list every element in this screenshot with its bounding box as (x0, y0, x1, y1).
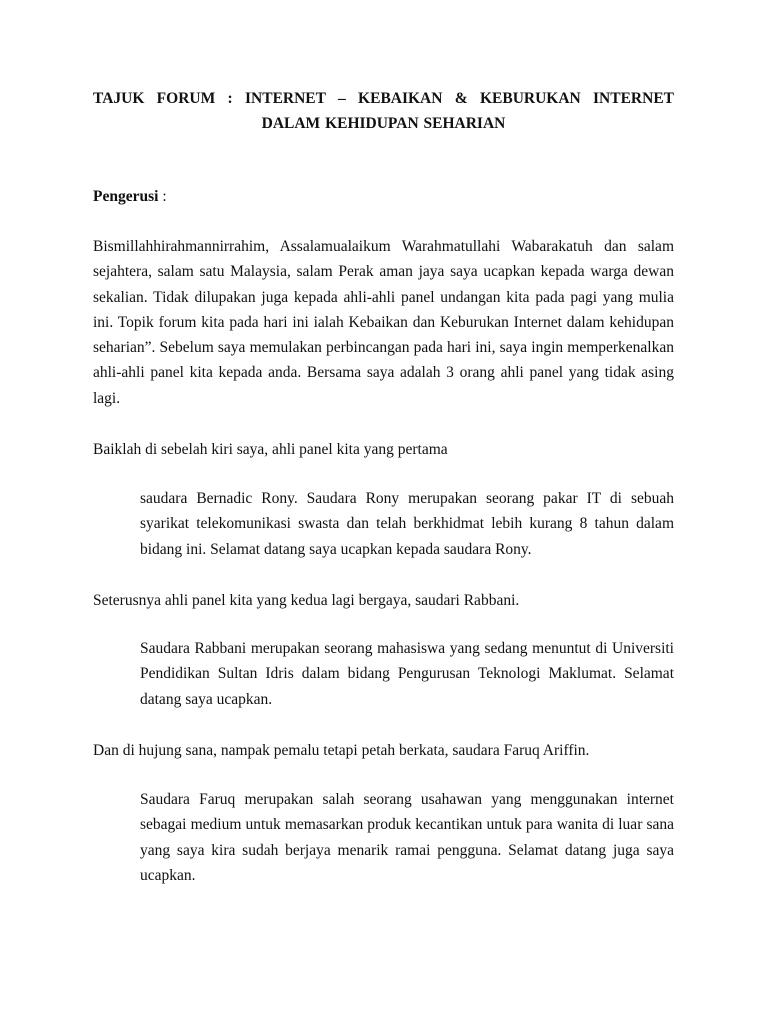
chairperson-colon: : (158, 188, 167, 205)
second-panelist-intro: Seterusnya ahli panel kita yang kedua lagi bergaya, saudari Rabbani. (93, 592, 520, 609)
forum-title (93, 86, 674, 136)
third-panelist-description: Saudara Faruq merupakan salah seorang usahawan yang menggunakan internet sebagai medium untuk memasarkan produk kecantikan untuk para wanita di luar sana yang saya kira sudah berjaya menarik ramai pengguna. Selamat datang juga saya ucapkan. (140, 791, 674, 884)
opening-paragraph: Bismillahhirahmannirrahim, Assalamualaikum Warahmatullahi Wabarakatuh dan salam sejahtera, salam satu Malaysia, salam Perak aman jaya saya ucapkan kepada warga dewan sekalian. Tidak dilupakan juga kepada ahli-ahli panel undangan kita pada pagi yang mulia ini. Topik forum kita pada hari ini ialah Kebaikan dan Keburukan Internet dalam kehidupan seharian”. Sebelum saya memulakan perbincangan pada hari ini, saya ingin memperkenalkan ahli-ahli panel kita kepada anda. Bersama saya adalah 3 orang ahli panel yang tidak asing lagi. (93, 238, 674, 407)
chairperson-heading (93, 187, 167, 207)
third-panelist-intro: Dan di hujung sana, nampak pemalu tetapi petah berkata, saudara Faruq Ariffin. (93, 742, 590, 759)
first-panelist-description: saudara Bernadic Rony. Saudara Rony merupakan seorang pakar IT di sebuah syarikat telekomunikasi swasta dan telah berkhidmat lebih kurang 8 tahun dalam bidang ini. Selamat datang saya ucapkan kepada saudara Rony. (140, 490, 674, 558)
chairperson-label: Pengerusi (93, 188, 159, 205)
forum-title-line-2: DALAM KEHIDUPAN SEHARIAN (261, 115, 506, 132)
first-panelist-intro: Baiklah di sebelah kiri saya, ahli panel kita yang pertama (93, 441, 448, 458)
second-panelist-description: Saudara Rabbani merupakan seorang mahasiswa yang sedang menuntut di Universiti Pendidikan Sultan Idris dalam bidang Pengurusan Teknologi Maklumat. Selamat datang saya ucapkan. (140, 640, 674, 708)
forum-title-line-1: TAJUK FORUM : INTERNET – KEBAIKAN & KEBURUKAN INTERNET (93, 90, 674, 107)
